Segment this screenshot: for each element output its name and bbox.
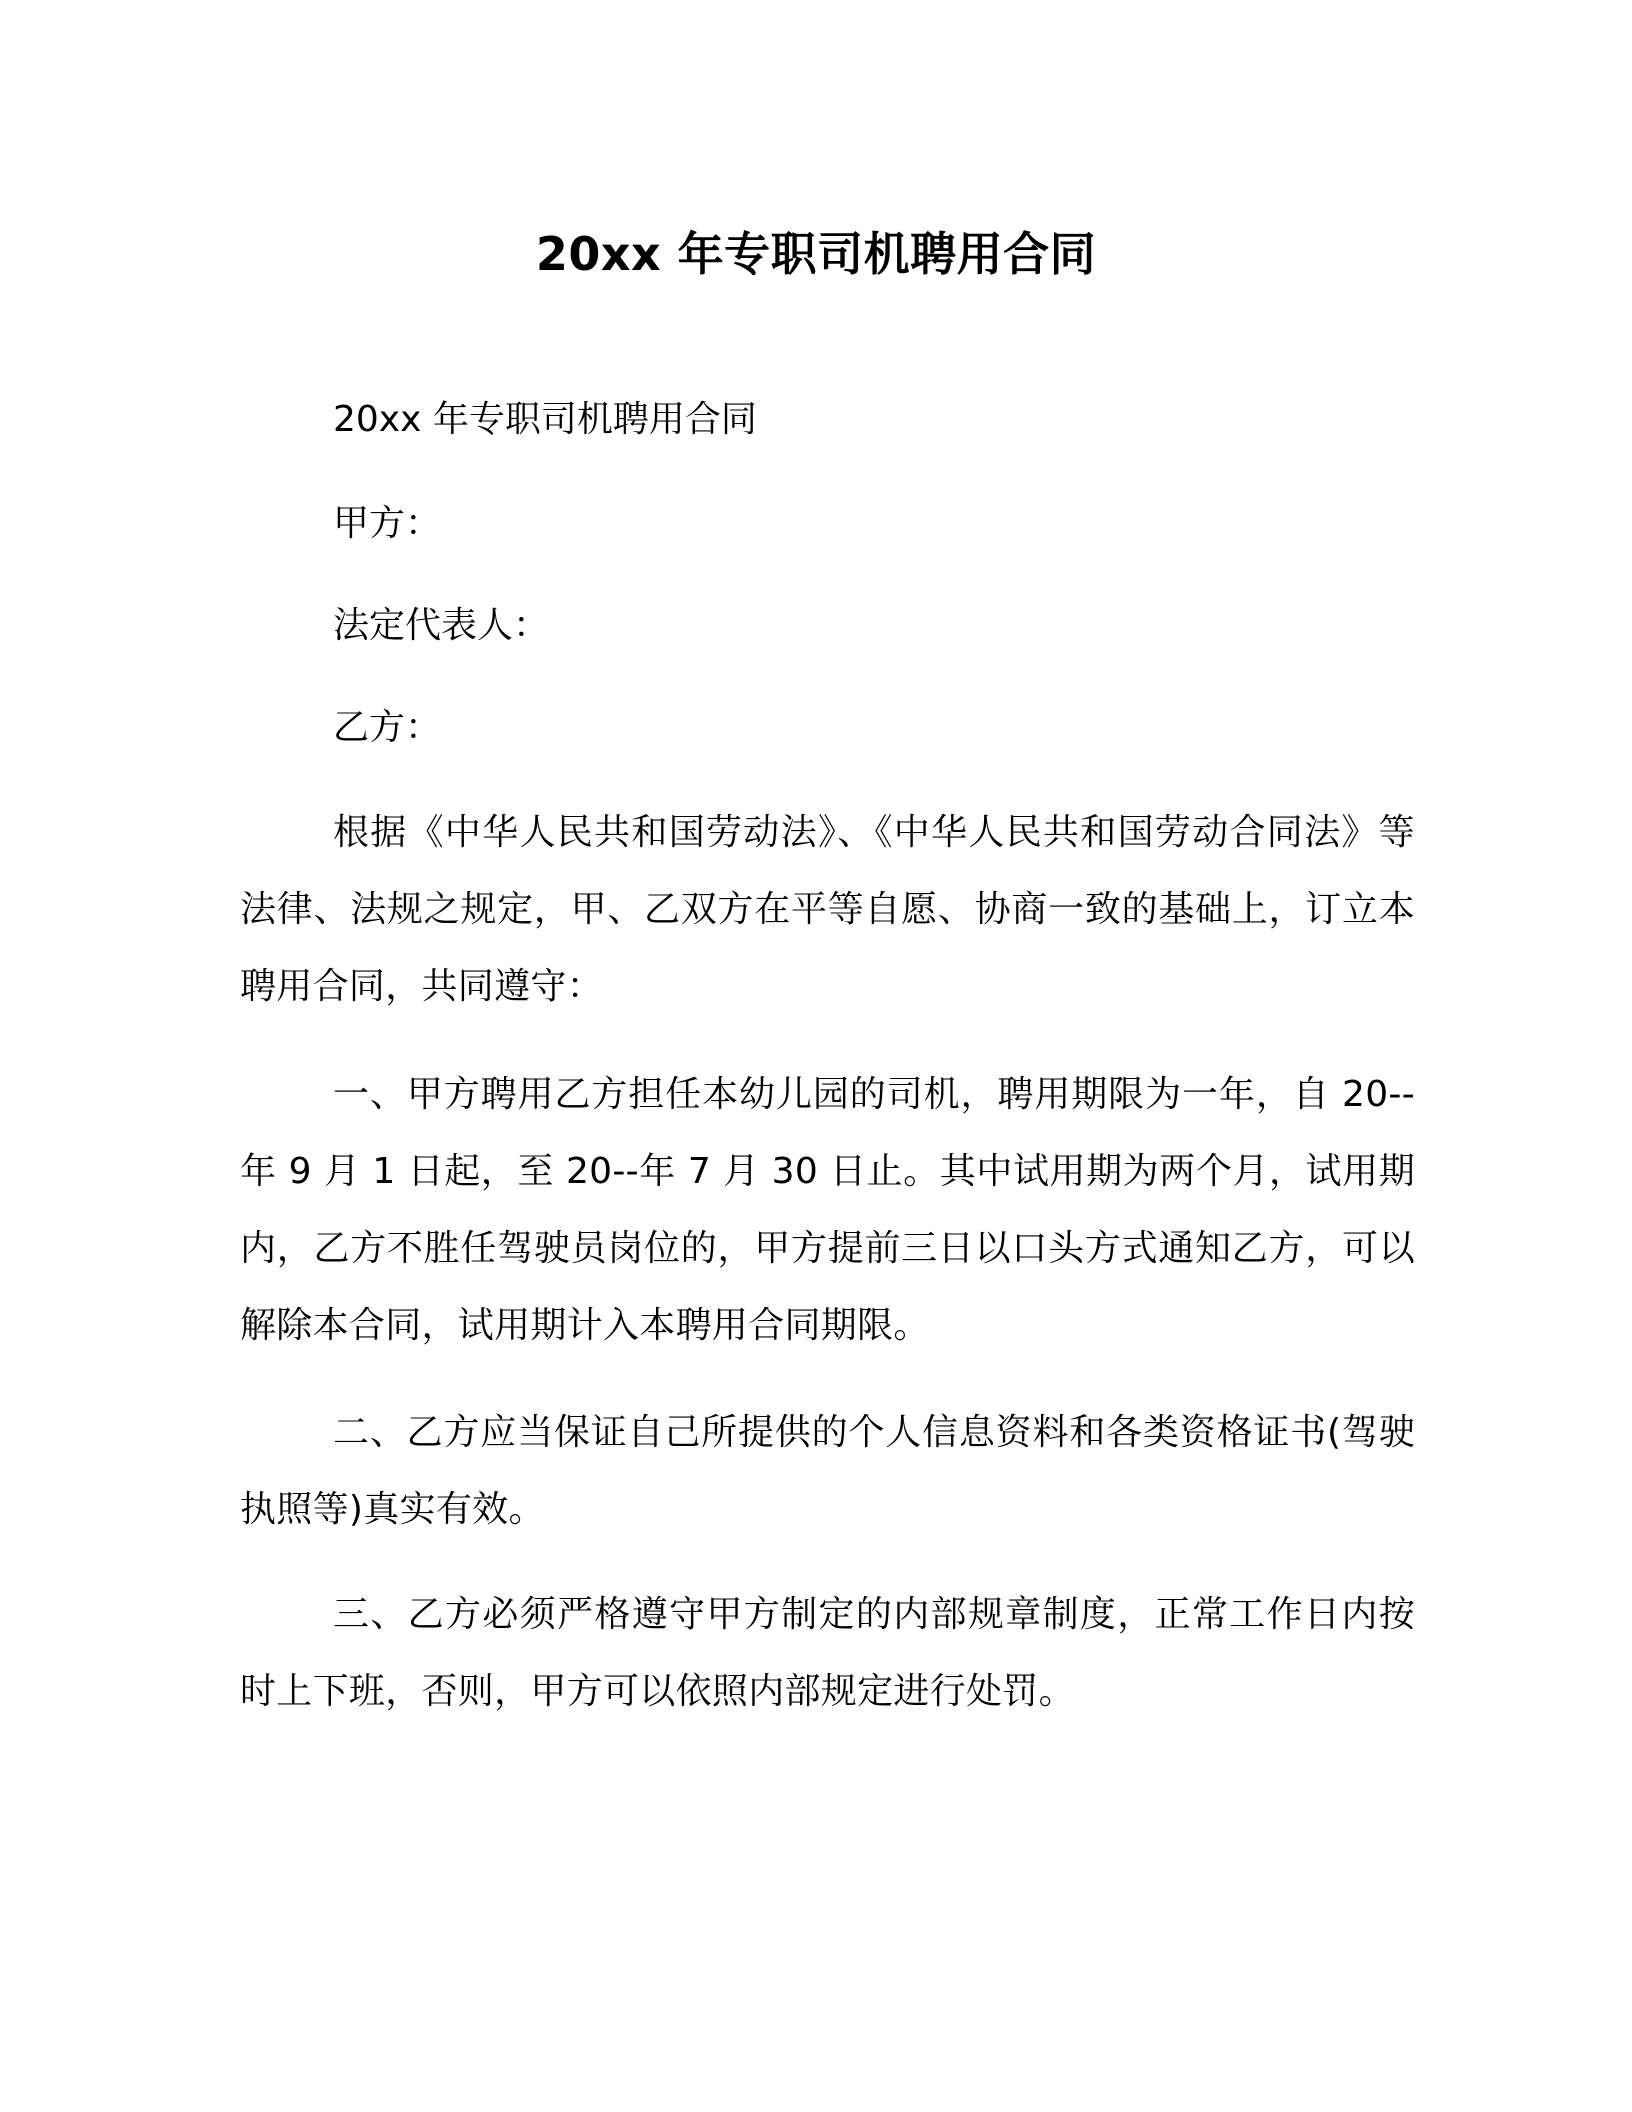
paragraph-preamble: 根据《中华人民共和国劳动法》、《中华人民共和国劳动合同法》等法律、法规之规定，甲、乙双方在平等自愿、协商一致的基础上，订立本聘用合同，共同遵守：	[240, 812, 1415, 1007]
legal-representative-label: 法定代表人：	[333, 605, 550, 646]
party-b-label: 乙方：	[333, 707, 442, 748]
paragraph-clause-2: 二、乙方应当保证自己所提供的个人信息资料和各类资格证书(驾驶执照等)真实有效。	[240, 1412, 1415, 1530]
paragraph-clause-1: 一、甲方聘用乙方担任本幼儿园的司机，聘用期限为一年，自 20--年 9 月 1 日起，至 20--年 7 月 30 日止。其中试用期为两个月，试用期内，乙方不胜任驾驶员岗位的，甲方提前三日以口头方式通知乙方，可以解除本合同，试用期计入本聘用合同期限。	[240, 1074, 1415, 1346]
party-a-label: 甲方：	[333, 503, 442, 544]
document-title: 20xx 年专职司机聘用合同	[535, 227, 1097, 281]
paragraph-clause-3: 三、乙方必须严格遵守甲方制定的内部规章制度，正常工作日内按时上下班，否则，甲方可以依照内部规定进行处罚。	[240, 1594, 1415, 1712]
document-subtitle: 20xx 年专职司机聘用合同	[333, 399, 757, 440]
